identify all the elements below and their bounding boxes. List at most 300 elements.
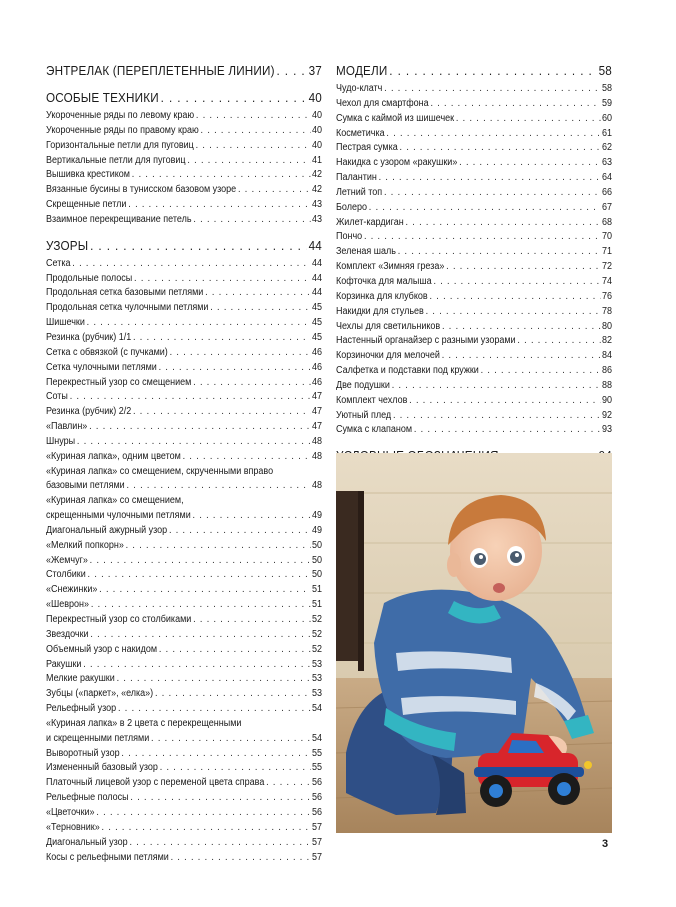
toc-entry bbox=[46, 198, 322, 213]
dot-leader bbox=[89, 420, 310, 435]
toc-entry bbox=[336, 305, 612, 320]
entry-page-number: 82 bbox=[601, 335, 612, 347]
entry-title: Корзиночки для мелочей bbox=[336, 350, 440, 362]
dot-leader bbox=[393, 409, 600, 424]
entry-page-number: 92 bbox=[601, 409, 612, 421]
toc-entry bbox=[336, 127, 612, 142]
dot-leader bbox=[130, 791, 310, 806]
entry-title: «Куриная лапка» со смещением, скрученными вправо bbox=[46, 465, 274, 477]
entry-page-number: 46 bbox=[311, 361, 322, 373]
toc-entry bbox=[46, 331, 322, 346]
entry-page-number: 43 bbox=[311, 213, 322, 225]
dot-leader bbox=[90, 237, 307, 255]
section-page-number: 37 bbox=[308, 63, 322, 78]
entry-title: Пестрая сумка bbox=[336, 142, 398, 154]
section-title: МОДЕЛИ bbox=[336, 63, 388, 78]
entry-title: Соты bbox=[46, 391, 68, 403]
dot-leader bbox=[133, 405, 310, 420]
toc-entry bbox=[46, 272, 322, 287]
entry-title: «Терновник» bbox=[46, 821, 100, 833]
toc-section-heading bbox=[46, 237, 322, 255]
toc-entry bbox=[336, 245, 612, 260]
entry-title: Накидки для стульев bbox=[336, 305, 424, 317]
entry-page-number: 44 bbox=[311, 272, 322, 284]
entry-page-number: 55 bbox=[311, 747, 322, 759]
entry-page-number: 56 bbox=[311, 777, 322, 789]
dot-leader bbox=[96, 806, 310, 821]
dot-leader bbox=[132, 168, 310, 183]
toc-entry bbox=[336, 260, 612, 275]
toc-entry bbox=[336, 201, 612, 216]
entry-page-number: 71 bbox=[601, 246, 612, 258]
entry-page-number: 84 bbox=[601, 350, 612, 362]
dot-leader bbox=[134, 272, 310, 287]
entry-page-number: 46 bbox=[311, 376, 322, 388]
entry-page-number: 48 bbox=[311, 450, 322, 462]
dot-leader bbox=[72, 257, 310, 272]
dot-leader bbox=[77, 435, 310, 450]
dot-leader bbox=[400, 141, 601, 156]
entry-page-number: 53 bbox=[311, 673, 322, 685]
entry-page-number: 43 bbox=[311, 199, 322, 211]
toc-entry bbox=[46, 168, 322, 183]
entry-page-number: 59 bbox=[601, 97, 612, 109]
toc-entry bbox=[336, 334, 612, 349]
entry-title: Выворотный узор bbox=[46, 747, 120, 759]
dot-leader bbox=[201, 124, 311, 139]
entry-page-number: 57 bbox=[311, 851, 322, 863]
toc-entry bbox=[46, 598, 322, 613]
entry-title: Продольные полосы bbox=[46, 272, 133, 284]
entry-title: «Мелкий попкорн» bbox=[46, 539, 124, 551]
toc-section-heading bbox=[336, 62, 612, 80]
dot-leader bbox=[386, 127, 600, 142]
toc-entry bbox=[46, 554, 322, 569]
dot-leader bbox=[170, 346, 311, 361]
entry-title: Ракушки bbox=[46, 658, 82, 670]
entry-page-number: 60 bbox=[601, 112, 612, 124]
entry-page-number: 50 bbox=[311, 554, 322, 566]
entry-title: Объемный узор с накидом bbox=[46, 643, 158, 655]
entry-title: Пончо bbox=[336, 231, 363, 243]
dot-leader bbox=[276, 62, 306, 80]
entry-page-number: 58 bbox=[601, 83, 612, 94]
entry-page-number: 52 bbox=[311, 628, 322, 640]
dot-leader bbox=[442, 349, 600, 364]
toc-entry-line bbox=[46, 509, 322, 524]
entry-title: Укороченные ряды по левому краю bbox=[46, 110, 195, 121]
toc-entry bbox=[46, 301, 322, 316]
toc-entry bbox=[336, 320, 612, 335]
toc-entry bbox=[336, 409, 612, 424]
entry-page-number: 64 bbox=[601, 172, 612, 184]
dot-leader bbox=[193, 509, 311, 524]
entry-page-number: 47 bbox=[311, 391, 322, 403]
toc-section-heading bbox=[46, 89, 322, 107]
entry-page-number: 41 bbox=[311, 154, 322, 166]
toc-entry bbox=[46, 109, 322, 124]
dot-leader bbox=[442, 320, 600, 335]
dot-leader bbox=[159, 361, 311, 376]
toc-entry bbox=[336, 186, 612, 201]
entry-title: Сетка чулочными петлями bbox=[46, 361, 157, 373]
dot-leader bbox=[481, 364, 601, 379]
entry-title: и скрещенными петлями bbox=[46, 732, 150, 744]
entry-title: Летний топ bbox=[336, 186, 383, 198]
dot-leader bbox=[379, 171, 601, 186]
entry-title: Измененный базовый узор bbox=[46, 762, 158, 774]
entry-title: «Куриная лапка», одним цветом bbox=[46, 450, 181, 462]
dot-leader bbox=[102, 821, 311, 836]
toc-entry bbox=[46, 316, 322, 331]
dot-leader bbox=[266, 776, 310, 791]
dot-leader bbox=[193, 213, 310, 228]
entry-title: скрещенными чулочными петлями bbox=[46, 510, 191, 522]
entry-page-number: 46 bbox=[311, 346, 322, 358]
dot-leader bbox=[389, 62, 596, 80]
entry-title: Салфетка и подставки под кружки bbox=[336, 365, 479, 377]
toc-entry bbox=[336, 275, 612, 290]
entry-page-number: 86 bbox=[601, 365, 612, 377]
entry-page-number: 48 bbox=[311, 435, 322, 447]
entry-page-number: 78 bbox=[601, 305, 612, 317]
toc-entry bbox=[336, 394, 612, 409]
entry-title: Взаимное перекрещивание петель bbox=[46, 213, 192, 225]
dot-leader bbox=[405, 216, 600, 231]
entry-title: Рельефный узор bbox=[46, 703, 117, 715]
entry-page-number: 88 bbox=[601, 379, 612, 391]
toc-entry bbox=[46, 628, 322, 643]
entry-title: Жилет-кардиган bbox=[336, 216, 404, 228]
toc-entry bbox=[46, 791, 322, 806]
entry-title: Две подушки bbox=[336, 379, 390, 391]
section-page-number: 44 bbox=[308, 237, 322, 253]
toc-entry bbox=[46, 376, 322, 391]
entry-title: «Павлин» bbox=[46, 421, 88, 433]
toc-entry bbox=[46, 836, 322, 851]
entry-page-number: 42 bbox=[311, 184, 322, 196]
entry-title: Сумка с клапаном bbox=[336, 424, 413, 436]
entry-title: Резинка (рубчик) 1/1 bbox=[46, 331, 132, 343]
section-title: УЗОРЫ bbox=[46, 237, 89, 253]
dot-leader bbox=[128, 198, 310, 213]
toc-entry bbox=[46, 687, 322, 702]
entry-title: Укороченные ряды по правому краю bbox=[46, 124, 199, 136]
entry-page-number: 56 bbox=[311, 806, 322, 818]
entry-title: Сетка bbox=[46, 257, 71, 269]
entry-page-number: 61 bbox=[601, 127, 612, 139]
entry-title: Рельефные полосы bbox=[46, 792, 129, 804]
entry-page-number: 67 bbox=[601, 201, 612, 213]
dot-leader bbox=[196, 109, 310, 124]
entry-page-number: 52 bbox=[311, 614, 322, 625]
dot-leader bbox=[70, 390, 310, 405]
dot-leader bbox=[384, 186, 600, 201]
toc-entry bbox=[46, 435, 322, 450]
entry-title: Косметичка bbox=[336, 127, 385, 139]
toc-entry bbox=[46, 658, 322, 673]
entry-page-number: 50 bbox=[311, 569, 322, 581]
dot-leader bbox=[155, 687, 310, 702]
entry-title: Вертикальные петли для пуговиц bbox=[46, 154, 186, 166]
entry-page-number: 40 bbox=[311, 124, 322, 136]
dot-leader bbox=[369, 201, 600, 216]
dot-leader bbox=[426, 305, 601, 320]
entry-title: Настенный органайзер с разными узорами bbox=[336, 335, 516, 347]
entry-page-number: 53 bbox=[311, 658, 322, 670]
toc-right-column bbox=[336, 62, 612, 467]
toc-entry bbox=[46, 568, 322, 583]
dot-leader bbox=[126, 479, 310, 494]
entry-page-number: 90 bbox=[601, 394, 612, 406]
entry-page-number: 48 bbox=[311, 480, 322, 492]
dot-leader bbox=[121, 747, 310, 762]
entry-page-number: 57 bbox=[311, 821, 322, 833]
toc-entry bbox=[336, 112, 612, 127]
section-title: ОСОБЫЕ ТЕХНИКИ bbox=[46, 90, 159, 105]
entry-title: Горизонтальные петли для пуговиц bbox=[46, 139, 194, 151]
dot-leader bbox=[183, 450, 311, 465]
entry-title: «Снежинки» bbox=[46, 584, 98, 596]
entry-title: Продольная сетка чулочными петлями bbox=[46, 302, 209, 314]
dot-leader bbox=[193, 613, 310, 628]
toc-entry-line bbox=[46, 494, 322, 509]
entry-title: Комплект чехлов bbox=[336, 394, 408, 406]
toc-entry bbox=[46, 257, 322, 272]
entry-title: Столбики bbox=[46, 569, 86, 581]
toc-entry bbox=[46, 361, 322, 376]
toc-entry bbox=[336, 171, 612, 186]
entry-title: Резинка (рубчик) 2/2 bbox=[46, 406, 132, 418]
toc-left-column bbox=[46, 62, 322, 865]
toc-entry bbox=[336, 141, 612, 156]
entry-page-number: 68 bbox=[601, 216, 612, 228]
entry-title: «Куриная лапка» в 2 цвета с перекрещенными bbox=[46, 717, 242, 729]
section-page-number: 58 bbox=[598, 63, 612, 78]
dot-leader bbox=[392, 379, 600, 394]
entry-title: Вязанные бусины в тунисском базовом узоре bbox=[46, 184, 237, 196]
entry-page-number: 47 bbox=[311, 421, 322, 433]
toc-entry-line bbox=[46, 717, 322, 732]
dot-leader bbox=[517, 334, 600, 349]
entry-page-number: 51 bbox=[311, 599, 322, 611]
dot-leader bbox=[99, 583, 310, 598]
entry-page-number: 52 bbox=[311, 643, 322, 655]
entry-page-number: 40 bbox=[311, 110, 322, 121]
section-title: ЭНТРЕЛАК (ПЕРЕПЛЕТЕННЫЕ ЛИНИИ) bbox=[46, 63, 275, 78]
dot-leader bbox=[196, 139, 311, 154]
toc-entry-line bbox=[46, 732, 322, 747]
entry-title: Продольная сетка базовыми петлями bbox=[46, 287, 204, 299]
entry-page-number: 51 bbox=[311, 584, 322, 596]
entry-title: Шнуры bbox=[46, 435, 76, 447]
dot-leader bbox=[118, 702, 310, 717]
toc-entry bbox=[46, 494, 322, 524]
dot-leader bbox=[205, 286, 310, 301]
entry-page-number: 49 bbox=[311, 510, 322, 522]
entry-title: «Жемчуг» bbox=[46, 554, 88, 566]
entry-title: Платочный лицевой узор с переменой цвета справа bbox=[46, 777, 265, 789]
toc-entry bbox=[46, 154, 322, 169]
toc-entry bbox=[46, 672, 322, 687]
toc-entry bbox=[46, 539, 322, 554]
entry-page-number: 53 bbox=[311, 688, 322, 700]
dot-leader bbox=[414, 423, 600, 438]
entry-title: Диагональный ажурный узор bbox=[46, 524, 168, 536]
dot-leader bbox=[210, 301, 310, 316]
entry-page-number: 57 bbox=[311, 836, 322, 848]
toc-section-heading bbox=[46, 62, 322, 80]
toc-entry bbox=[46, 286, 322, 301]
entry-title: Палантин bbox=[336, 172, 377, 184]
entry-title: Зеленая шаль bbox=[336, 246, 396, 258]
toc-entry bbox=[46, 761, 322, 776]
toc-entry bbox=[46, 420, 322, 435]
dot-leader bbox=[459, 156, 600, 171]
dot-leader bbox=[193, 376, 310, 391]
entry-page-number: 76 bbox=[601, 290, 612, 302]
entry-page-number: 54 bbox=[311, 703, 322, 715]
entry-title: Звездочки bbox=[46, 628, 89, 640]
entry-title: «Цветочки» bbox=[46, 806, 95, 818]
toc-entry bbox=[46, 643, 322, 658]
dot-leader bbox=[430, 97, 600, 112]
entry-title: Чехлы для светильников bbox=[336, 320, 441, 332]
dot-leader bbox=[87, 316, 310, 331]
entry-title: Перекрестный узор со столбиками bbox=[46, 614, 192, 625]
toc-entry bbox=[336, 230, 612, 245]
dot-leader bbox=[364, 230, 600, 245]
toc-entry bbox=[336, 82, 612, 97]
dot-leader bbox=[429, 290, 600, 305]
dot-leader bbox=[384, 82, 600, 97]
toc-entry bbox=[336, 216, 612, 231]
toc-entry bbox=[46, 183, 322, 198]
entry-title: Зубцы («паркет», «елка») bbox=[46, 688, 154, 700]
entry-title: базовыми петлями bbox=[46, 480, 125, 492]
toc-entry bbox=[336, 349, 612, 364]
dot-leader bbox=[433, 275, 600, 290]
dot-leader bbox=[187, 154, 310, 169]
dot-leader bbox=[171, 851, 311, 866]
toc-entry bbox=[46, 851, 322, 866]
dot-leader bbox=[151, 732, 310, 747]
dot-leader bbox=[129, 836, 310, 851]
entry-page-number: 74 bbox=[601, 275, 612, 287]
toc-entry bbox=[46, 124, 322, 139]
entry-page-number: 80 bbox=[601, 320, 612, 332]
entry-page-number: 47 bbox=[311, 406, 322, 418]
entry-title: Чехол для смартфона bbox=[336, 97, 429, 109]
entry-title: Накидка с узором «ракушки» bbox=[336, 157, 458, 169]
toc-entry bbox=[46, 450, 322, 465]
entry-page-number: 44 bbox=[311, 257, 322, 269]
dot-leader bbox=[83, 658, 310, 673]
toc-entry bbox=[46, 524, 322, 539]
toc-entry bbox=[336, 156, 612, 171]
entry-title: «Куриная лапка» со смещением, bbox=[46, 495, 184, 507]
entry-page-number: 54 bbox=[311, 732, 322, 744]
dot-leader bbox=[238, 183, 310, 198]
dot-leader bbox=[398, 245, 600, 260]
dot-leader bbox=[160, 761, 310, 776]
dot-leader bbox=[88, 568, 311, 583]
entry-title: Перекрестный узор со смещением bbox=[46, 376, 192, 388]
toc-entry bbox=[46, 702, 322, 717]
section-page-number: 40 bbox=[308, 90, 322, 105]
entry-page-number: 70 bbox=[601, 231, 612, 243]
entry-page-number: 62 bbox=[601, 142, 612, 154]
toc-entry bbox=[46, 346, 322, 361]
entry-title: Вышивка крестиком bbox=[46, 169, 130, 181]
entry-title: Мелкие ракушки bbox=[46, 673, 115, 685]
entry-page-number: 55 bbox=[311, 762, 322, 774]
dot-leader bbox=[91, 598, 310, 613]
dot-leader bbox=[446, 260, 600, 275]
toc-entry bbox=[336, 423, 612, 438]
toc-entry bbox=[46, 806, 322, 821]
toc-entry bbox=[336, 97, 612, 112]
toc-entry bbox=[336, 290, 612, 305]
entry-page-number: 50 bbox=[311, 539, 322, 551]
entry-title: Уютный плед bbox=[336, 409, 392, 421]
toc-entry-line bbox=[46, 465, 322, 480]
entry-title: Комплект «Зимняя греза» bbox=[336, 261, 445, 273]
entry-title: Болеро bbox=[336, 201, 367, 213]
entry-title: Скрещенные петли bbox=[46, 199, 127, 211]
dot-leader bbox=[117, 672, 311, 687]
entry-title: Чудо-клатч bbox=[336, 83, 383, 94]
dot-leader bbox=[409, 394, 600, 409]
entry-title: Кофточка для малыша bbox=[336, 275, 432, 287]
dot-leader bbox=[456, 112, 600, 127]
toc-entry-line bbox=[46, 479, 322, 494]
entry-page-number: 66 bbox=[601, 186, 612, 198]
entry-title: Сетка с обвязкой (с пучками) bbox=[46, 346, 168, 358]
dot-leader bbox=[90, 628, 310, 643]
dot-leader bbox=[133, 331, 310, 346]
entry-title: Косы с рельефными петлями bbox=[46, 851, 169, 863]
entry-page-number: 63 bbox=[601, 157, 612, 169]
entry-page-number: 45 bbox=[311, 331, 322, 343]
toc-entry bbox=[46, 390, 322, 405]
toc-entry bbox=[46, 613, 322, 628]
entry-page-number: 45 bbox=[311, 317, 322, 329]
dot-leader bbox=[169, 524, 310, 539]
toc-entry bbox=[46, 465, 322, 495]
entry-page-number: 44 bbox=[311, 287, 322, 299]
toc-entry bbox=[46, 821, 322, 836]
toc-entry bbox=[336, 364, 612, 379]
entry-title: «Шеврон» bbox=[46, 599, 90, 611]
dot-leader bbox=[90, 554, 310, 569]
entry-page-number: 45 bbox=[311, 302, 322, 314]
entry-page-number: 72 bbox=[601, 261, 612, 273]
photo-toddler-with-toy-car bbox=[336, 453, 612, 833]
entry-title: Сумка с каймой из шишечек bbox=[336, 112, 455, 124]
entry-title: Корзинка для клубков bbox=[336, 290, 428, 302]
entry-page-number: 40 bbox=[311, 139, 322, 151]
dot-leader bbox=[159, 643, 310, 658]
toc-entry bbox=[46, 717, 322, 747]
page-number: 3 bbox=[602, 838, 609, 850]
toc-entry bbox=[46, 405, 322, 420]
toc-entry bbox=[46, 139, 322, 154]
entry-title: Диагональный узор bbox=[46, 836, 128, 848]
dot-leader bbox=[161, 89, 307, 107]
toc-entry bbox=[336, 379, 612, 394]
entry-page-number: 49 bbox=[311, 524, 322, 536]
